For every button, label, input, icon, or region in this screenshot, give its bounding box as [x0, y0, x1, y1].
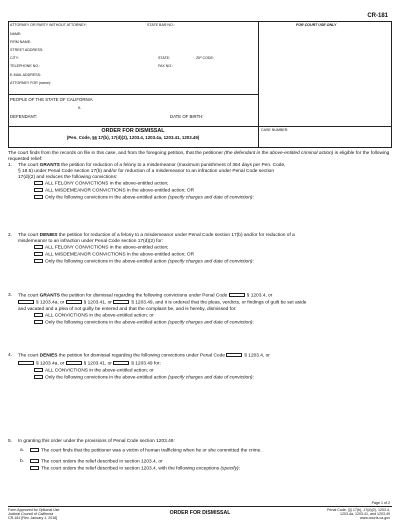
item1-checkbox-3[interactable] [34, 195, 43, 199]
item4-option-1[interactable]: ALL CONVICTIONS in the above-entitled action; or [34, 368, 154, 374]
attorney-for-label: ATTORNEY FOR (name): [10, 81, 52, 85]
email-label: E-MAIL ADDRESS: [10, 73, 42, 77]
item2-checkbox-1[interactable] [34, 245, 43, 249]
item3-option-2[interactable]: Only the following convictions in the above-entitled action (specify charges and date of conviction): [34, 320, 254, 326]
item4-checkbox-1203-4[interactable] [226, 353, 242, 357]
court-use-label: FOR COURT USE ONLY [296, 23, 337, 27]
fax-label: FAX NO.: [158, 64, 174, 68]
item3-checkbox-1203-4a[interactable] [18, 300, 34, 304]
item3-checkbox-1203-4[interactable] [229, 293, 245, 297]
item4-checkbox-1203-41[interactable] [66, 361, 82, 365]
item2-text: The court DENIES the petition for reduction of a felony to a misdemeanor under Penal Code section 17(b) and/or for reduction of a misdemeanor to an infraction under Penal Code section 17(d)(2) for: [18, 233, 295, 244]
item2-checkbox-3[interactable] [34, 259, 43, 263]
item5-b-option-1[interactable]: The court orders the relief described in section 1203.4, or [30, 459, 163, 465]
form-title: ORDER FOR DISMISSAL [101, 128, 165, 134]
item4-checkbox-1203-4a[interactable] [18, 361, 34, 365]
item3-checkbox-all[interactable] [34, 313, 43, 317]
item3-line-3: and vacated and a plea of not guilty be entered and that the complaint be, and is hereby, dismissed for: [18, 307, 237, 312]
case-number-label: CASE NUMBER: [261, 128, 289, 132]
item4-number: 4. [8, 353, 13, 358]
footer-left: Form Approved for Optional Use Judicial Council of California CR-181 [Rev. January 1, 2016] [8, 508, 60, 520]
zip-label: ZIP CODE: [196, 56, 214, 60]
item3-line-2: § 1203.4a, or § 1203.41, or § 1203.49, and it is ordered that the pleas, verdicts, or findings of guilt be set aside [18, 300, 392, 306]
item3-checkbox-1203-49[interactable] [113, 300, 129, 304]
item1-text: The court GRANTS the petition for reduction of a felony to a misdemeanor (maximum punishment of 364 days per Pen. Code, § 18.5) under Penal Code section 17(b) and/or for reduction of a misdemeanor to an infraction under Penal Code section 17(d)(2) and reduces the following convictions: [18, 163, 286, 180]
city-label: CITY: [10, 56, 19, 60]
item2-option-2[interactable]: ALL MISDEMEANOR CONVICTIONS in the above-entitled action; OR [34, 252, 194, 258]
dob-label: DATE OF BIRTH: [170, 114, 204, 119]
footer-title: ORDER FOR DISMISSAL [169, 510, 231, 516]
footer-right: Penal Code, §§ 17(b), 17(d)(2), 1203.4, 1203.4a, 1203.41, and 1203.49 www.courts.ca.gov [327, 508, 390, 520]
people-caption: PEOPLE OF THE STATE OF CALIFORNIA [10, 97, 93, 102]
firm-label: FIRM NAME: [10, 40, 32, 44]
item5-a-checkbox[interactable] [30, 448, 39, 452]
item4-checkbox-1203-49[interactable] [113, 361, 129, 365]
phone-label: TELEPHONE NO.: [10, 64, 41, 68]
item1-option-2[interactable]: ALL MISDEMEANOR CONVICTIONS in the above-entitled action; OR [34, 188, 194, 194]
item1-checkbox-2[interactable] [34, 188, 43, 192]
item5-b-checkbox-2[interactable] [30, 466, 39, 470]
page-number: Page 1 of 2 [371, 501, 390, 505]
form-subtitle: (Pen. Code, §§ 17(b), 17(d)(2), 1203.4, 1203.4a, 1203.41, 1203.49) [66, 135, 200, 140]
item5-a-option[interactable]: The court finds that the petitioner was a victim of human trafficking when he or she committed the crime. [30, 448, 262, 454]
item5-b-label: b. [20, 459, 25, 464]
item2-option-3[interactable]: Only the following convictions in the above-entitled action (specify charges and date of conviction): [34, 259, 254, 265]
item3-checkbox-only[interactable] [34, 320, 43, 324]
item1-number: 1. [8, 163, 13, 168]
item1-option-1[interactable]: ALL FELONY CONVICTIONS in the above-entitled action; [34, 181, 168, 187]
attorney-label: ATTORNEY OR PARTY WITHOUT ATTORNEY: [10, 23, 87, 27]
street-label: STREET ADDRESS: [10, 48, 44, 52]
item1-option-3[interactable]: Only the following convictions in the above-entitled action (specify charges and date of conviction): [34, 195, 254, 201]
item5-b-option-2[interactable]: The court orders the relief described in section 1203.4, with the following exceptions (specify): [30, 466, 240, 472]
item4-checkbox-all[interactable] [34, 368, 43, 372]
item4-option-2[interactable]: Only the following convictions in the above-entitled action (specify charges and date of conviction): [34, 375, 254, 381]
item5-text: In granting this order under the provisions of Penal Code section 1203.49: [18, 439, 175, 444]
item4-line-2: § 1203.4a, or § 1203.41, or § 1203.49 for: [18, 361, 392, 367]
item5-b-checkbox-1[interactable] [30, 459, 39, 463]
form-code: CR-181 [367, 13, 388, 19]
item5-number: 5. [8, 439, 13, 444]
item4-line-1: The court DENIES the petition for dismissal regarding the following convictions under Penal Code § 1203.4, or [18, 353, 270, 359]
versus: v. [78, 105, 82, 110]
item3-checkbox-1203-41[interactable] [66, 300, 82, 304]
item1-checkbox-1[interactable] [34, 181, 43, 185]
item2-checkbox-2[interactable] [34, 252, 43, 256]
name-label: NAME: [10, 32, 22, 36]
item3-number: 3. [8, 293, 13, 298]
item4-checkbox-only[interactable] [34, 375, 43, 379]
item2-number: 2. [8, 233, 13, 238]
state-bar-label: STATE BAR NO.: [147, 23, 175, 27]
state-label: STATE: [158, 56, 171, 60]
intro-paragraph: The court finds from the records on file in this case, and from the foregoing petition, that the petitioner (the defendant in the above-entitled criminal action) is eligible for the following requested relief: [8, 151, 390, 162]
item3-option-1[interactable]: ALL CONVICTIONS in the above-entitled action; or [34, 313, 154, 319]
item5-a-label: a. [20, 448, 25, 453]
defendant-label: DEFENDANT: [10, 114, 37, 119]
item3-line-1: The court GRANTS the petition for dismissal regarding the following convictions under Penal Code § 1203.4, or [18, 293, 273, 299]
item2-option-1[interactable]: ALL FELONY CONVICTIONS in the above-entitled action; [34, 245, 168, 251]
